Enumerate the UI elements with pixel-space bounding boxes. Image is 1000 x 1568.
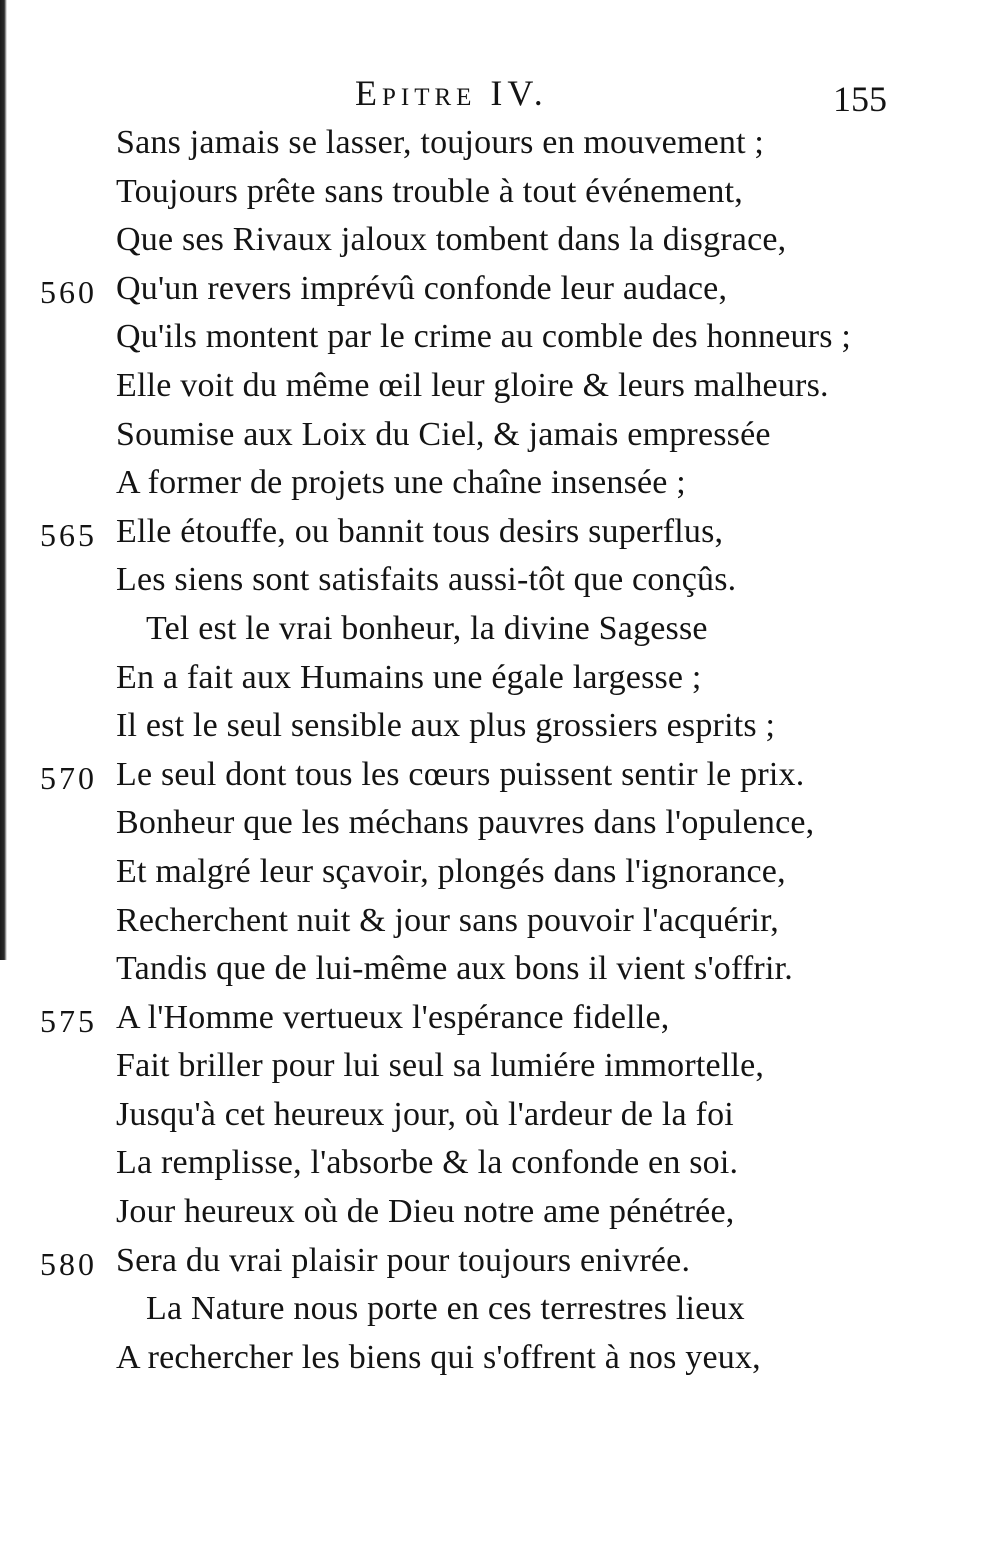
verse-line bbox=[0, 1242, 1000, 1291]
line-text: A rechercher les biens qui s'offrent à nos yeux, bbox=[116, 1338, 761, 1376]
line-text: A l'Homme vertueux l'espérance fidelle, bbox=[116, 998, 670, 1036]
line-text: Il est le seul sensible aux plus grossiers esprits ; bbox=[116, 707, 776, 745]
verse-line bbox=[0, 853, 1000, 902]
line-text: Qu'un revers imprévû confonde leur audace, bbox=[116, 269, 728, 307]
line-text: Elle voit du même œil leur gloire & leurs malheurs. bbox=[116, 366, 829, 404]
line-text: Jusqu'à cet heureux jour, où l'ardeur de la foi bbox=[116, 1095, 734, 1133]
line-text: Le seul dont tous les cœurs puissent sentir le prix. bbox=[116, 755, 805, 793]
verse-line bbox=[0, 610, 1000, 659]
verse-line bbox=[0, 464, 1000, 513]
running-head bbox=[0, 72, 1000, 122]
line-text: Fait briller pour lui seul sa lumiére immortelle, bbox=[116, 1047, 765, 1085]
line-text: Elle étouffe, ou bannit tous desirs superflus, bbox=[116, 512, 724, 550]
verse-line bbox=[0, 950, 1000, 999]
verse-block bbox=[0, 124, 1000, 1387]
line-number: 580 bbox=[40, 1245, 97, 1282]
verse-line bbox=[0, 1290, 1000, 1339]
verse-line bbox=[0, 561, 1000, 610]
verse-line bbox=[0, 707, 1000, 756]
verse-line bbox=[0, 1096, 1000, 1145]
line-text: En a fait aux Humains une égale largesse ; bbox=[116, 658, 702, 696]
verse-line bbox=[0, 513, 1000, 562]
line-number: 575 bbox=[40, 1002, 97, 1039]
line-text: Bonheur que les méchans pauvres dans l'opulence, bbox=[116, 804, 815, 842]
verse-line bbox=[0, 756, 1000, 805]
running-head-title: Epitre IV. bbox=[355, 73, 548, 113]
line-text: Les siens sont satisfaits aussi-tôt que conçûs. bbox=[116, 561, 737, 599]
line-text: A former de projets une chaîne insensée ; bbox=[116, 464, 686, 502]
line-text: Jour heureux où de Dieu notre ame pénétrée, bbox=[116, 1193, 735, 1231]
verse-line bbox=[0, 221, 1000, 270]
verse-line bbox=[0, 318, 1000, 367]
verse-line bbox=[0, 1144, 1000, 1193]
page-number: 155 bbox=[833, 79, 887, 119]
line-text: Tandis que de lui-même aux bons il vient s'offrir. bbox=[116, 950, 793, 988]
verse-line bbox=[0, 1193, 1000, 1242]
line-number: 570 bbox=[40, 759, 97, 796]
line-text: Toujours prête sans trouble à tout événement, bbox=[116, 172, 743, 210]
line-text: La remplisse, l'absorbe & la confonde en soi. bbox=[116, 1144, 739, 1182]
verse-line bbox=[0, 124, 1000, 173]
line-text: Tel est le vrai bonheur, la divine Sagesse bbox=[146, 609, 708, 647]
line-text: Soumise aux Loix du Ciel, & jamais empressée bbox=[116, 415, 771, 453]
line-text: La Nature nous porte en ces terrestres lieux bbox=[146, 1290, 745, 1328]
line-text: Sera du vrai plaisir pour toujours enivrée. bbox=[116, 1241, 691, 1279]
line-text: Et malgré leur sçavoir, plongés dans l'ignorance, bbox=[116, 852, 786, 890]
verse-line bbox=[0, 1047, 1000, 1096]
line-text: Qu'ils montent par le crime au comble des honneurs ; bbox=[116, 318, 852, 356]
line-text: Sans jamais se lasser, toujours en mouvement ; bbox=[116, 124, 765, 161]
verse-line bbox=[0, 999, 1000, 1048]
line-number: 565 bbox=[40, 516, 97, 553]
line-text: Que ses Rivaux jaloux tombent dans la disgrace, bbox=[116, 221, 787, 259]
line-text: Recherchent nuit & jour sans pouvoir l'acquérir, bbox=[116, 901, 780, 939]
verse-line bbox=[0, 1339, 1000, 1388]
verse-line bbox=[0, 173, 1000, 222]
verse-line bbox=[0, 416, 1000, 465]
verse-line bbox=[0, 804, 1000, 853]
verse-line bbox=[0, 659, 1000, 708]
verse-line bbox=[0, 367, 1000, 416]
line-number: 560 bbox=[40, 273, 97, 310]
verse-line bbox=[0, 270, 1000, 319]
verse-line bbox=[0, 902, 1000, 951]
